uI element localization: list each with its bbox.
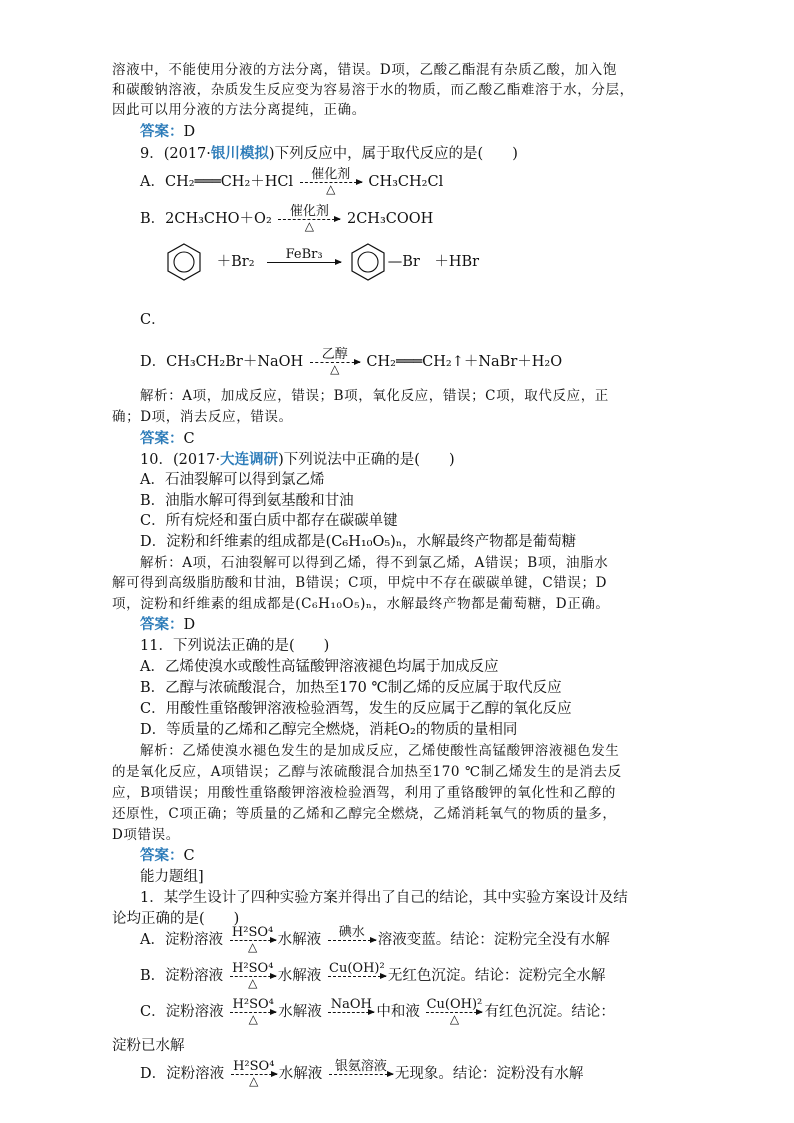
reaction-arrow [328, 962, 386, 990]
answer-value: C [183, 431, 195, 447]
arrow-reagent: Cu(OH)² [426, 997, 483, 1012]
option-text: 水解液 [277, 932, 322, 948]
intro-line-3: 因此可以用分液的方法分离提纯，正确。 [112, 102, 366, 118]
arrow-reagent: NaOH [330, 997, 372, 1012]
q11-stem: 11．下列说法正确的是( ) [140, 638, 330, 654]
q9-option-c [140, 300, 166, 340]
arrow-catalyst: FeBr₃ [285, 247, 323, 262]
q9-c-label: C． [140, 312, 166, 328]
heat-symbol: △ [248, 1012, 258, 1026]
reaction-arrow [230, 998, 276, 1026]
q9-answer [140, 429, 195, 449]
explanation-text: 解析：A项，加成反应，错误；B项，氧化反应，错误；C项，取代反应，正 [140, 388, 609, 404]
heat-symbol: △ [326, 182, 336, 196]
option-text: C．淀粉溶液 [140, 1004, 224, 1020]
intro-answer [140, 122, 195, 142]
reaction-arrow [278, 205, 340, 233]
heat-symbol: △ [249, 1074, 259, 1088]
q9-explanation-1 [140, 386, 609, 406]
intro-line-1: 溶液中，不能使用分液的方法分离，错误。D项，乙酸乙酯混有杂质乙酸，加入饱 [112, 62, 617, 78]
q11-explanation-1: 解析：乙烯使溴水褪色发生的是加成反应，乙烯使酸性高锰酸钾溶液褪色发生 [140, 743, 620, 759]
arrow-reagent: H²SO⁴ [233, 1059, 275, 1074]
answer-value: D [183, 124, 196, 140]
option-text: 水解液 [278, 1066, 323, 1082]
q10-source-tag: 大连调研 [220, 452, 279, 468]
arrow-reagent: 银氨溶液 [334, 1059, 387, 1074]
q11-explanation-2: 的是氧化反应，A项错误；乙醇与浓硫酸混合加热至170 ℃制乙烯发生的是消去反 [112, 764, 622, 780]
option-text: 水解液 [277, 968, 322, 984]
arrow-reagent: 碘水 [338, 925, 365, 940]
q9-c-equation [164, 242, 479, 290]
q9-stem-text: )下列反应中，属于取代反应的是( ) [268, 146, 518, 162]
q9-c-reagent: ＋Br₂ [216, 254, 255, 270]
section-heading: 能力题组] [140, 869, 204, 885]
reaction-arrow [426, 998, 482, 1026]
arrow-condition: 催化剂 [289, 204, 329, 219]
answer-label: 答案： [140, 431, 184, 447]
p1-option-c [140, 998, 615, 1026]
benzene-ring-icon [164, 242, 204, 282]
q11-explanation-5: D项错误。 [112, 827, 180, 843]
option-text: 无红色沉淀。结论：淀粉完全水解 [387, 968, 606, 984]
reaction-arrow [267, 248, 341, 276]
q9-stem-prefix: 9．(2017· [140, 146, 211, 162]
option-text: D．淀粉溶液 [140, 1066, 225, 1082]
q10-option-c: C．所有烷烃和蛋白质中都存在碳碳单键 [140, 513, 398, 529]
q9-option-d [140, 348, 562, 376]
heat-symbol: △ [248, 976, 258, 990]
heat-symbol: △ [330, 362, 340, 376]
answer-value: D [183, 617, 196, 633]
q11-explanation-4: 还原性，C项正确；等质量的乙烯和乙醇完全燃烧，乙烯消耗氧气的物质的量多， [112, 806, 617, 822]
arrow-reagent: Cu(OH)² [329, 961, 385, 976]
p1-option-d [140, 1060, 583, 1088]
p1-stem-1: 1．某学生设计了四种实验方案并得出了自己的结论，其中实验方案设计及结 [140, 890, 628, 906]
answer-label: 答案： [140, 124, 184, 140]
q9-explanation-2: 确；D项，消去反应，错误。 [112, 409, 293, 425]
q10-explanation-3: 项，淀粉和纤维素的组成都是(C₆H₁₀O₅)ₙ，水解最终产物都是葡萄糖，D正确。 [112, 596, 610, 612]
option-text: 中和液 [376, 1004, 420, 1020]
q11-option-c: C．用酸性重铬酸钾溶液检验酒驾，发生的反应属于乙醇的氧化反应 [140, 701, 572, 717]
answer-label: 答案： [140, 617, 184, 633]
q9-b-product: 2CH₃COOH [346, 211, 434, 227]
q11-answer [140, 846, 195, 866]
q9-a-reactants: A．CH₂═══CH₂＋HCl [140, 174, 294, 190]
q10-option-a: A．石油裂解可以得到氯乙烯 [140, 472, 325, 488]
reaction-arrow [230, 926, 276, 954]
option-text: 无现象。结论：淀粉没有水解 [394, 1066, 584, 1082]
option-text: 溶液变蓝。结论：淀粉完全没有水解 [377, 932, 610, 948]
answer-value: C [183, 848, 195, 864]
arrow-reagent: H²SO⁴ [231, 925, 274, 940]
q9-source-tag: 银川模拟 [210, 146, 269, 162]
arrow-reagent: H²SO⁴ [232, 961, 274, 976]
q9-stem [140, 144, 518, 164]
reaction-arrow [300, 168, 362, 196]
reaction-arrow [310, 348, 360, 376]
benzene-ring-icon [348, 242, 388, 282]
q10-explanation-2: 解可得到高级脂肪酸和甘油，B错误；C项，甲烷中不存在碳碳单键，C错误；D [112, 575, 608, 591]
option-text: B．淀粉溶液 [140, 968, 224, 984]
option-text: A．淀粉溶液 [140, 932, 223, 948]
arrow-reagent: H²SO⁴ [232, 997, 274, 1012]
arrow-condition: 催化剂 [311, 167, 351, 182]
reaction-arrow [328, 998, 374, 1026]
q10-stem-text: )下列说法中正确的是( ) [278, 452, 455, 468]
heat-symbol: △ [449, 1012, 460, 1026]
q9-option-b [140, 205, 433, 233]
q10-stem-prefix: 10．(2017· [140, 452, 221, 468]
q11-explanation-3: 应，B项错误；用酸性重铬酸钾溶液检验酒驾，利用了重铬酸钾的氧化性和乙醇的 [112, 785, 617, 801]
q10-option-b: B．油脂水解可得到氨基酸和甘油 [140, 493, 354, 509]
q9-a-product: CH₃CH₂Cl [368, 174, 444, 190]
answer-label: 答案： [140, 848, 184, 864]
q10-option-d: D．淀粉和纤维素的组成都是(C₆H₁₀O₅)ₙ，水解最终产物都是葡萄糖 [140, 534, 577, 550]
q10-stem [140, 450, 455, 470]
q9-d-reactants: D．CH₃CH₂Br＋NaOH [140, 354, 304, 370]
p1-option-c-continued: 淀粉已水解 [112, 1038, 185, 1054]
reaction-arrow [329, 1060, 393, 1088]
q9-c-product: —Br ＋HBr [387, 254, 480, 270]
reaction-arrow [230, 962, 276, 990]
reaction-arrow [328, 926, 376, 954]
q11-option-d: D．等质量的乙烯和乙醇完全燃烧，消耗O₂的物质的量相同 [140, 722, 518, 738]
heat-symbol: △ [247, 940, 258, 954]
q11-option-a: A．乙烯使溴水或酸性高锰酸钾溶液褪色均属于加成反应 [140, 659, 499, 675]
q10-explanation-1: 解析：A项，石油裂解可以得到乙烯，得不到氯乙烯，A错误；B项，油脂水 [140, 555, 609, 571]
p1-option-a [140, 926, 610, 954]
intro-line-2: 和碳酸钠溶液，杂质发生反应变为容易溶于水的物质，而乙酸乙酯难溶于水，分层， [112, 82, 634, 98]
q9-b-reactants: B．2CH₃CHO＋O₂ [140, 211, 272, 227]
option-text: 有红色沉淀。结论： [484, 1004, 615, 1020]
reaction-arrow [231, 1060, 277, 1088]
option-text: 水解液 [278, 1004, 322, 1020]
arrow-condition: 乙醇 [321, 347, 348, 362]
p1-option-b [140, 962, 605, 990]
p1-stem-2: 论均正确的是( ) [112, 911, 240, 927]
q10-answer [140, 615, 195, 635]
q9-option-a [140, 168, 443, 196]
q9-d-product: CH₂═══CH₂↑＋NaBr＋H₂O [366, 354, 563, 370]
heat-symbol: △ [304, 219, 314, 233]
q11-option-b: B．乙醇与浓硫酸混合，加热至170 ℃制乙烯的反应属于取代反应 [140, 680, 562, 696]
